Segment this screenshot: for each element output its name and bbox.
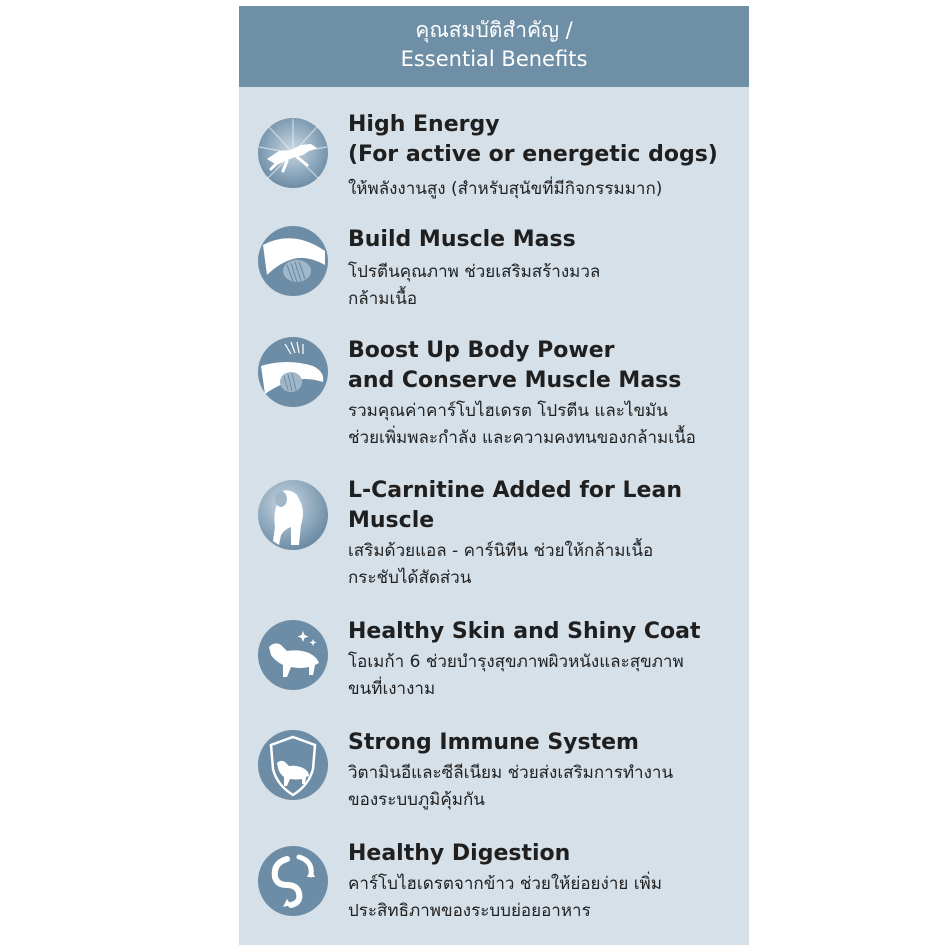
header-thai-title: คุณสมบัติสำคัญ / xyxy=(415,18,573,42)
benefit-text xyxy=(348,476,743,592)
benefit-description: รวมคุณค่าคาร์โบไฮเดรต โปรตีน และไขมัน ช่วยเพิ่มพละกำลัง และความคงทนของกล้ามเนื้อ xyxy=(348,401,696,448)
benefit-description: วิตามินอีและซีลีเนียม ช่วยส่งเสริมการทำงาน ของระบบภูมิคุ้มกัน xyxy=(348,763,674,810)
panel-header xyxy=(239,6,749,87)
benefit-text xyxy=(348,617,743,703)
benefits-panel xyxy=(239,6,749,945)
benefit-title: Boost Up Body Power and Conserve Muscle Mass xyxy=(348,338,682,393)
lean-dog-icon xyxy=(257,479,329,551)
body-power-icon xyxy=(257,336,329,408)
benefit-description: คาร์โบไฮเดรตจากข้าว ช่วยให้ย่อยง่าย เพิ่ม ประสิทธิภาพของระบบย่อยอาหาร xyxy=(348,874,662,921)
digestion-icon xyxy=(257,845,329,917)
benefit-text xyxy=(348,110,743,203)
benefit-title: Build Muscle Mass xyxy=(348,227,576,252)
shiny-coat-dog-icon xyxy=(257,619,329,691)
benefit-title: Healthy Digestion xyxy=(348,841,571,866)
benefit-title: L-Carnitine Added for Lean Muscle xyxy=(348,478,682,533)
benefit-text xyxy=(348,336,743,452)
benefit-title: Strong Immune System xyxy=(348,730,639,755)
benefit-description: โอเมก้า 6 ช่วยบำรุงสุขภาพผิวหนังและสุขภาพ ขนที่เงางาม xyxy=(348,652,684,699)
benefit-text xyxy=(348,839,743,925)
benefit-text xyxy=(348,728,743,814)
benefit-text xyxy=(348,225,743,313)
muscle-icon xyxy=(257,225,329,297)
benefit-title: Healthy Skin and Shiny Coat xyxy=(348,619,701,644)
benefit-title: High Energy (For active or energetic dogs) xyxy=(348,112,718,167)
benefit-description: เสริมด้วยแอล - คาร์นิทีน ช่วยให้กล้ามเนื้อ กระชับได้สัดส่วน xyxy=(348,541,654,588)
benefit-description: ให้พลังงานสูง (สำหรับสุนัขที่มีกิจกรรมมาก) xyxy=(348,179,663,199)
shield-dog-icon xyxy=(257,729,329,801)
benefit-description: โปรตีนคุณภาพ ช่วยเสริมสร้างมวล กล้ามเนื้อ xyxy=(348,262,601,309)
header-english-title: Essential Benefits xyxy=(400,47,588,71)
running-dog-icon xyxy=(257,117,329,189)
